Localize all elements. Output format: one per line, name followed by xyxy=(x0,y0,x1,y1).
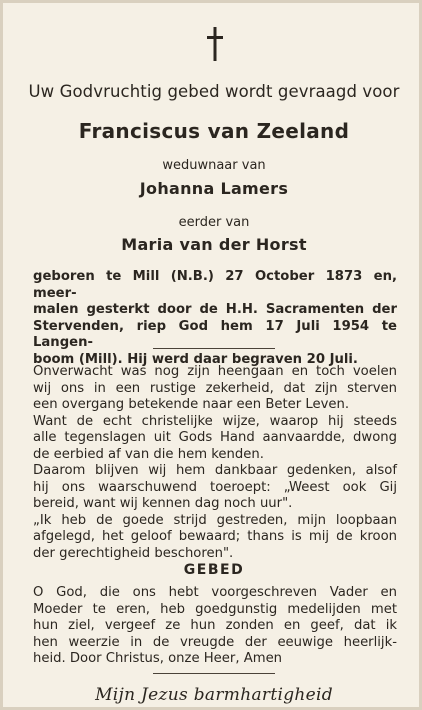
biography-line: geboren te Mill (N.B.) 27 October 1873 en, meer- xyxy=(33,269,397,301)
body-line: der gerechtigheid beschoren". xyxy=(33,545,234,561)
prayer-heading: GEBED xyxy=(183,562,245,578)
prayer-text xyxy=(33,585,397,668)
body-line: afgelegd, het geloof bewaard; thans is mij de kroon xyxy=(33,529,397,544)
deceased-name: Franciscus van Zeeland xyxy=(78,119,350,143)
divider xyxy=(153,673,275,674)
biography-line: Stervenden, riep God hem 17 Juli 1954 te Langen- xyxy=(33,318,397,350)
relation-2: eerder van xyxy=(178,215,250,230)
biography-line: malen gesterkt door de H.H. Sacramenten der xyxy=(33,302,397,317)
biography-line: boom (Mill). Hij werd daar begraven 20 Juli. xyxy=(33,351,358,367)
body-line: bereid, want wij kennen dag noch uur". xyxy=(33,496,293,511)
body-line: Want de echt christelijke wijze, waarop hij steeds xyxy=(33,413,397,429)
prayer-line: Moeder te eren, heb goedgunstig medelijden met xyxy=(33,601,397,617)
closing-line: Mijn Jezus barmhartigheid xyxy=(95,685,333,705)
prayer-line: hun ziel, vergeef ze hun zonden en geef, dat ik xyxy=(33,618,397,633)
body-line: de eerbied af van die hem kenden. xyxy=(33,446,264,462)
body-line: „Ik heb de goede strijd gestreden, mijn loopbaan xyxy=(33,512,397,528)
body-line: Onverwacht was nog zijn heengaan en toch voelen xyxy=(33,364,397,379)
intro-text: Uw Godvruchtig gebed wordt gevraagd voor xyxy=(28,82,400,101)
body-line: alle tegenslagen uit Gods Hand aanvaardde, dwong xyxy=(33,430,397,445)
prayer-line: heid. Door Christus, onze Heer, Amen xyxy=(33,651,283,666)
spouse-1: Johanna Lamers xyxy=(139,179,289,198)
prayer-line: O God, die ons hebt voorgeschreven Vader en xyxy=(33,585,397,600)
body-line: Daarom blijven wij hem dankbaar gedenken, alsof xyxy=(33,463,397,478)
divider xyxy=(153,348,275,349)
body-text xyxy=(33,364,397,562)
body-line: hij ons waarschuwend toeroept: „Weest ook Gij xyxy=(33,479,397,495)
body-line: wij ons in een rustige zekerheid, dat zijn sterven xyxy=(33,380,397,396)
biography xyxy=(33,269,397,368)
body-line: een overgang betekende naar een Beter Leven. xyxy=(33,397,350,412)
cross-icon xyxy=(206,27,224,61)
prayer-line: hen weerzie in de vreugde der eeuwige heerlijk- xyxy=(33,634,397,650)
relation-1: weduwnaar van xyxy=(162,158,266,173)
spouse-2: Maria van der Horst xyxy=(121,235,307,254)
